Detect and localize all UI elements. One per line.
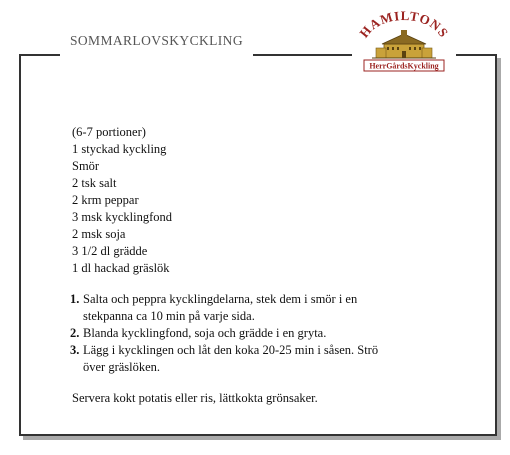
ingredient-item: 2 msk soja (72, 227, 126, 241)
manor-house-icon (372, 30, 436, 58)
step-item (72, 291, 484, 325)
ingredient-item: 3 msk kycklingfond (72, 210, 172, 224)
step-line: över gräslöken. (83, 360, 161, 374)
step-line: Lägg i kycklingen och låt den koka 20-25 min i såsen. Strö (83, 343, 379, 357)
step-number: 1. (70, 292, 80, 306)
portions-text: (6-7 portioner) (72, 125, 146, 139)
ingredient-list (72, 141, 484, 277)
ingredient-item: 1 styckad kyckling (72, 142, 167, 156)
step-line: stekpanna ca 10 min på varje sida. (83, 309, 255, 323)
step-list (72, 291, 484, 376)
logo-brand-text: HAMILTONS (356, 10, 452, 41)
step-item (72, 342, 484, 376)
step-item (72, 325, 484, 342)
step-number: 3. (70, 343, 80, 357)
logo-sub-text: HerrGårdsKyckling (369, 61, 439, 71)
logo-graphic (352, 10, 456, 76)
ingredient-item: 3 1/2 dl grädde (72, 244, 148, 258)
step-number: 2. (70, 326, 80, 340)
ingredient-item: 2 krm peppar (72, 193, 139, 207)
serving-note: Servera kokt potatis eller ris, lättkokta grönsaker. (72, 391, 318, 405)
recipe-title: SOMMARLOVSKYCKLING (70, 33, 243, 48)
step-line: Salta och peppra kycklingdelarna, stek dem i smör i en (83, 292, 358, 306)
ingredient-item: 2 tsk salt (72, 176, 117, 190)
recipe-content (72, 124, 484, 407)
title-tab (60, 26, 253, 56)
ingredient-item: Smör (72, 159, 100, 173)
ingredient-item: 1 dl hackad gräslök (72, 261, 170, 275)
hamiltons-logo (352, 10, 456, 76)
step-line: Blanda kycklingfond, soja och grädde i en gryta. (83, 326, 327, 340)
